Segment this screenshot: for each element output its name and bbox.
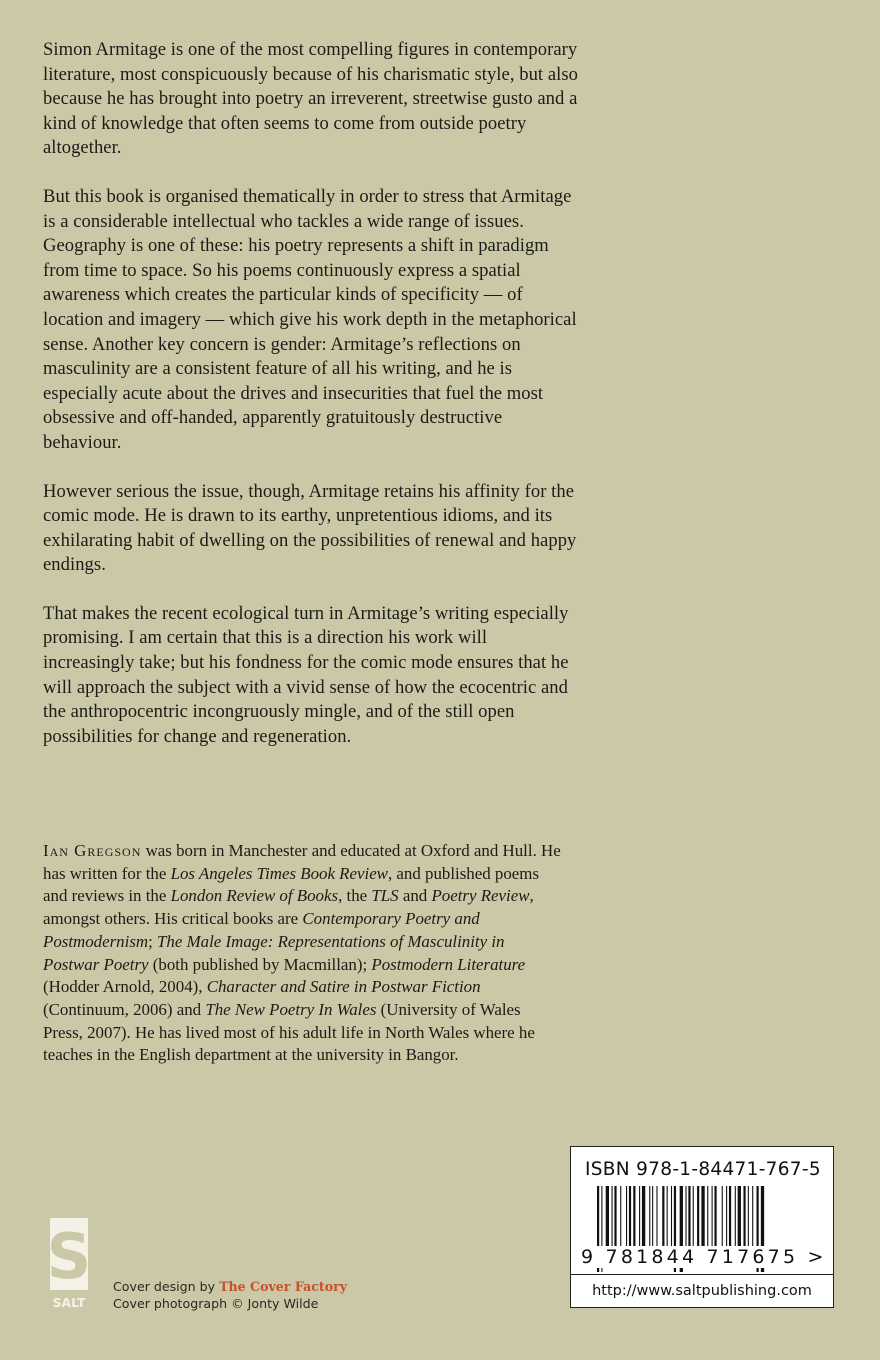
publisher-url: http://www.saltpublishing.com [592,1283,812,1299]
bio-text: (Hodder Arnold, 2004), [43,977,207,997]
logo-letter: S [46,1220,92,1293]
bio-text: , and published poems and reviews in the [43,863,540,906]
design-credit-name: The Cover Factory [219,1279,348,1294]
bio-text: and [398,886,432,906]
bio-text: , amongst others. His critical books are [43,886,534,929]
barcode-box [570,1146,834,1308]
salt-logo [46,1218,92,1310]
author-bio [43,840,563,1067]
bio-text: was born in Manchester and educated at Oxford and Hull. He has written for the [43,841,561,883]
bio-text: (University of Wales Press, 2007). He has lived most of his adult life in North Wales where he teaches in the English department at the university in Bangor. [43,999,535,1065]
divider [571,1274,833,1275]
photo-credit: Cover photograph © Jonty Wilde [113,1296,319,1311]
bio-title: The Male Image: Representations of Masculinity in Postwar Poetry [43,931,505,974]
blurb [43,38,583,773]
logo-wordmark: SALT [52,1295,86,1310]
design-credit [113,1278,347,1295]
blurb-paragraph-1: Simon Armitage is one of the most compelling figures in contemporary literature, most conspicuously because of his charismatic style, but also because he has brought into poetry an irreverent, streetwise gusto and a kind of knowledge that often seems to come from outside poetry altogether. [43,39,578,159]
bio-text: (Continuum, 2006) and [43,999,206,1019]
bio-title: Contemporary Poetry and Postmodernism [43,909,480,951]
bio-title: Poetry Review [431,886,530,906]
bio-text: , the [338,886,372,906]
blurb-paragraph-2: But this book is organised thematically in order to stress that Armitage is a considerable intellectual who tackles a wide range of issues. Geography is one of these: his poetry represents a shift in paradigm from time to space. So his poems continuously express a spatial awareness which creates the particular kinds of specificity — of location and imagery — which give his work depth in the metaphorical sense. Another key concern is gender: Armitage’s reflections on masculinity are a consistent feature of all his writing, and he is especially acute about the drives and insecurities that fuel the most obsessive and off-handed, apparently gratuitously destructive behaviour. [43,185,577,453]
bio-title: Postmodern Literature [371,954,526,974]
cover-credits [113,1278,347,1312]
design-credit-label: Cover design by [113,1279,220,1294]
bio-title: Los Angeles Times Book Review [170,863,388,883]
bio-title: The New Poetry In Wales [205,999,377,1019]
barcode-digits: 9 781844 717675 > [581,1246,827,1268]
bio-text: ; [148,931,158,951]
bio-title: London Review of Books [170,886,339,906]
blurb-paragraph-3: However serious the issue, though, Armitage retains his affinity for the comic mode. He is drawn to its earthy, unpretentious idioms, and its exhilarating habit of dwelling on the possibilities of renewal and happy endings. [43,480,577,576]
blurb-paragraph-4: That makes the recent ecological turn in Armitage’s writing especially promising. I am certain that this is a direction his work will increasingly take; but his fondness for the comic mode ensures that he will approach the subject with a vivid sense of how the ecocentric and the anthropocentric incongruously mingle, and of the still open possibilities for change and regeneration. [43,602,569,747]
author-name: Ian Gregson [43,841,142,860]
bio-text: (both published by Macmillan); [148,954,372,974]
isbn-label: ISBN 978-1-84471-767-5 [585,1159,821,1180]
bio-title: TLS [371,886,399,906]
bio-title: Character and Satire in Postwar Fiction [206,977,481,997]
